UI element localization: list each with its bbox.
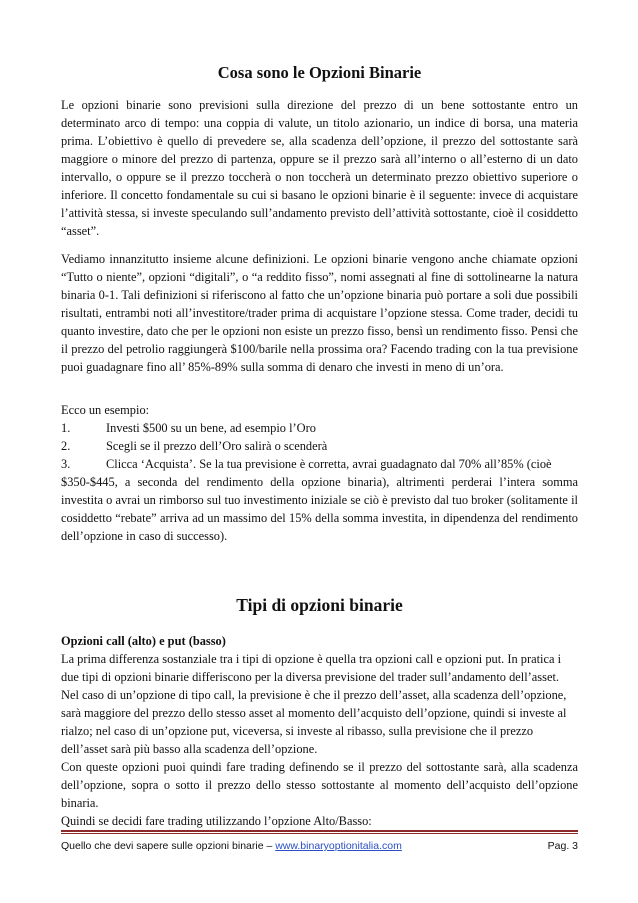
page-number: Pag. 3 (547, 840, 578, 852)
list-item (61, 455, 578, 473)
example-block (61, 401, 578, 545)
list-text: Clicca ‘Acquista’. Se la tua previsione è corretta, avrai guadagnato dal 70% all’85% (cioè (106, 457, 552, 471)
footer-rule (61, 830, 578, 832)
step3-continuation: $350-$445, a seconda del rendimento della opzione binaria), altrimenti perderai l’intera somma investita o avrai un rimborso sul tuo investimento iniziale se ciò è previsto dal tuo broker (solitamente il cosiddetto “rebate” arriva ad un massimo del 15% della somma investita, in dipendenza del rendimento dell’opzione in caso di successo). (61, 475, 578, 543)
intro-paragraph: Le opzioni binarie sono previsioni sulla direzione del prezzo di un bene sottostante entro un determinato arco di tempo: una coppia di valute, un titolo azionario, un indice di borsa, una materia prima. L’obiettivo è quello di prevedere se, alla scadenza dell’opzione, il prezzo del sottostante sarà maggiore o minore del prezzo di partenza, oppure se il prezzo sarà all’interno o all’esterno di un dato intervallo, o oppure se il prezzo toccherà o non toccherà un determinato prezzo obiettivo superiore o inferiore. Il concetto fondamentale su cui si basano le opzioni binarie è il seguente: invece di acquistare l’attività stessa, si investe speculando sull’andamento previsto dell’attività sottostante, cioè il cosiddetto “asset”. (61, 98, 578, 238)
list-number: 2. (61, 439, 71, 453)
footer-label: Quello che devi sapere sulle opzioni binarie – (61, 840, 276, 852)
list-item (61, 419, 578, 437)
section-title-tipi-opzioni: Tipi di opzioni binarie (236, 595, 403, 615)
footer-link[interactable]: www.binaryoptionitalia.com (275, 840, 402, 852)
call-put-section (61, 632, 578, 830)
subsection-heading: Opzioni call (alto) e put (basso) (61, 634, 226, 648)
definitions-paragraph: Vediamo innanzitutto insieme alcune definizioni. Le opzioni binarie vengono anche chiamate opzioni “Tutto o niente”, opzioni “digitali”, o “a reddito fisso”, nomi assegnati al fine di sottolinearne la natura binaria 0-1. Tali definizioni si riferiscono al fatto che un’opzione binaria può portare a soli due possibili risultati, entrambi noti all’investitore/trader prima di acquistare l’opzione stessa. Come trader, decidi tu quanto investire, dato che per le opzioni non esiste un prezzo fisso, bensì un rendimento fisso. Pensi che il prezzo del petrolio raggiungerà $100/barile nella prossima ora? Facendo trading con la tua previsione puoi guadagnare fino all’ 85%-89% sulla somma di denaro che investi in meno di un’ora. (61, 252, 578, 374)
footer-rule-thin (61, 833, 578, 834)
list-text: Scegli se il prezzo dell’Oro salirà o scenderà (106, 439, 328, 453)
list-text: Investi $500 su un bene, ad esempio l’Oro (106, 421, 316, 435)
trading-paragraph: Con queste opzioni puoi quindi fare trading definendo se il prezzo del sottostante sarà, alla scadenza dell’opzione, sopra o sotto il prezzo dello stesso sottostante al momento dell’acquisto dell’opzione binaria. (61, 760, 578, 810)
list-number: 3. (61, 457, 71, 471)
call-put-paragraph: La prima differenza sostanziale tra i tipi di opzione è quella tra opzioni call e opzioni put. In pratica i due tipi di opzioni binarie differiscono per la diversa previsione del trader sull’andamento dell’asset. Nel caso di un’opzione di tipo call, la previsione è che il prezzo dell’asset, alla scadenza dell’opzione, sarà maggiore del prezzo dello stesso asset al momento dell’acquisto dell’opzione, quindi si investe al rialzo; nel caso di un’opzione put, viceversa, si investe al ribasso, sulla previsione che il prezzo dell’asset sarà più basso alla scadenza dell’opzione. (61, 652, 567, 756)
alto-basso-paragraph: Quindi se decidi fare trading utilizzando l’opzione Alto/Basso: (61, 814, 372, 828)
page-footer (61, 840, 578, 852)
footer-text (61, 840, 402, 852)
list-item (61, 437, 578, 455)
section-title-opzioni-binarie: Cosa sono le Opzioni Binarie (217, 63, 422, 82)
example-intro: Ecco un esempio: (61, 403, 150, 417)
list-number: 1. (61, 421, 71, 435)
